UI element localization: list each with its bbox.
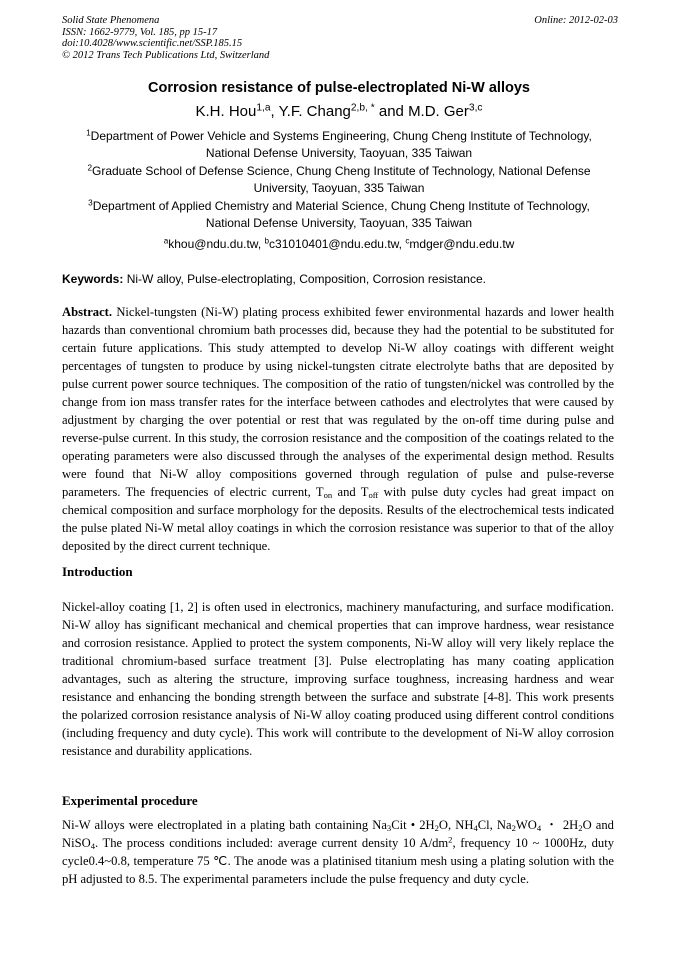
journal-header — [62, 15, 618, 61]
author-name: Y.F. Chang — [278, 103, 351, 120]
author-list: K.H. Hou$^{1,a}$, Y.F. Chang$^{2,b, *}$ and M.D. Ger$^{3,c}$ — [195, 102, 483, 120]
abstract-label: Abstract. — [62, 305, 113, 319]
author-affil-mark: 2,b, * — [350, 102, 375, 114]
email-link[interactable]: c31010401@ndu.edu.tw — [269, 237, 399, 251]
abstract: Abstract. Nickel-tungsten (Ni-W) plating process exhibited fewer environmental hazards and lower health hazards than conventional chromium bath processes did, because they had the potential to be substituted for certain future applications. This study attempted to develop Ni-W alloy coatings with different weight percentages of tungsten to produce by using nickel-tungsten citrate electrolyte baths that are deposited by pulse current power source techniques. The composition of the ratio of tungsten/nickel was controlled by the change from ion mass transfer rates for the interface between cathodes and electrolytes that were caused by adjustment by charging the over potential or rest that was regulated by the on-off time during pulse and reverse-pulse current. In this study, the corrosion resistance and the composition of the coatings related to the operating parameters were also discussed through the analyses of the experimental design method. Results were found that Ni-W alloy compositions governed through regulation of pulse and pulse-reverse parameters. The frequencies of electric current, $T_{on}$ and $T_{off}$ with pulse duty cycles had great impact on chemical composition and surface morphology for the deposits. Results of the electrochemical tests indicated the pulse plated Ni-W metal alloy coatings in which the corrosion resistance was superior to that of the alloy deposited by the direct current technique. — [62, 305, 614, 553]
author-name: M.D. Ger — [408, 103, 469, 120]
keywords-label: Keywords: — [62, 272, 124, 286]
paper-title: Corrosion resistance of pulse-electroplated Ni-W alloys — [148, 80, 530, 96]
experimental-heading: Experimental procedure — [62, 793, 198, 808]
email-link[interactable]: khou@ndu.du.tw — [168, 237, 258, 251]
author-affil-mark: 3,c — [468, 102, 483, 114]
affiliation-2: $^2$Graduate School of Defense Science, Chung Cheng Institute of Technology, National Defense University, Taoyuan, 335 Taiwan — [87, 163, 591, 195]
affiliation-1: $^1$Department of Power Vehicle and Systems Engineering, Chung Cheng Institute of Technology, National Defense University, Taoyuan, 335 Taiwan — [86, 128, 592, 160]
email-link[interactable]: mdger@ndu.edu.tw — [409, 237, 515, 251]
journal-name: Solid State Phenomena — [62, 15, 160, 26]
introduction-heading: Introduction — [62, 564, 133, 579]
keywords — [62, 272, 616, 286]
author-affil-mark: 1,a — [256, 102, 271, 114]
affiliation-3: $^3$Department of Applied Chemistry and Material Science, Chung Cheng Institute of Technology, National Defense University, Taoyuan, 335 Taiwan — [88, 198, 590, 230]
experimental-paragraph: Ni-W alloys were electroplated in a plating bath containing $Na_3Cit$ • $2H_2O$, $NH_4Cl$, $Na_2WO_4$ ・ $2H_2O$ and NiSO$_4$. The process conditions included: average current density 10 $A/dm^2$, frequency 10 ~ 1000Hz, duty cycle0.4~0.8, temperature 75 ℃. The anode was a platinised titanium mesh using a plating solution with the pH adjusted to 8.5. The experimental parameters include the pulse frequency and duty cycle. — [62, 818, 614, 886]
author-name: K.H. Hou — [195, 103, 257, 120]
doi-line[interactable]: doi:10.4028/www.scientific.net/SSP.185.15 — [62, 38, 243, 49]
author-emails: $^a$khou@ndu.du.tw, $^b$c31010401@ndu.edu.tw, $^c$mdger@ndu.edu.tw — [163, 236, 515, 251]
issn-line: ISSN: 1662-9779, Vol. 185, pp 15-17 — [62, 26, 218, 38]
introduction-paragraph: Nickel-alloy coating [1, 2] is often used in electronics, machinery manufacturing, and surface modification. Ni-W alloy has significant mechanical and chemical properties that can improve hardness, wear resistance and corrosion resistance. Applied to protect the system components, Ni-W alloy will very likely replace the traditional chromium-based surface treatment [3]. Pulse electroplating has many coating application advantages, such as altering the structure, improving surface toughness, increasing hardness and wear resistance and enhancing the bonding strength between the surface and substrate [4-8]. This work presents the polarized corrosion resistance analysis of Ni-W alloy coating produced using different control conditions (including frequency and duty cycle). This work will contribute to the development of Ni-W alloy corrosion resistance and durability applications. — [62, 600, 614, 758]
keywords-text: Ni-W alloy, Pulse-electroplating, Composition, Corrosion resistance. — [126, 272, 486, 286]
copyright-line: © 2012 Trans Tech Publications Ltd, Switzerland — [62, 49, 270, 61]
online-date: Online: 2012-02-03 — [534, 15, 618, 26]
